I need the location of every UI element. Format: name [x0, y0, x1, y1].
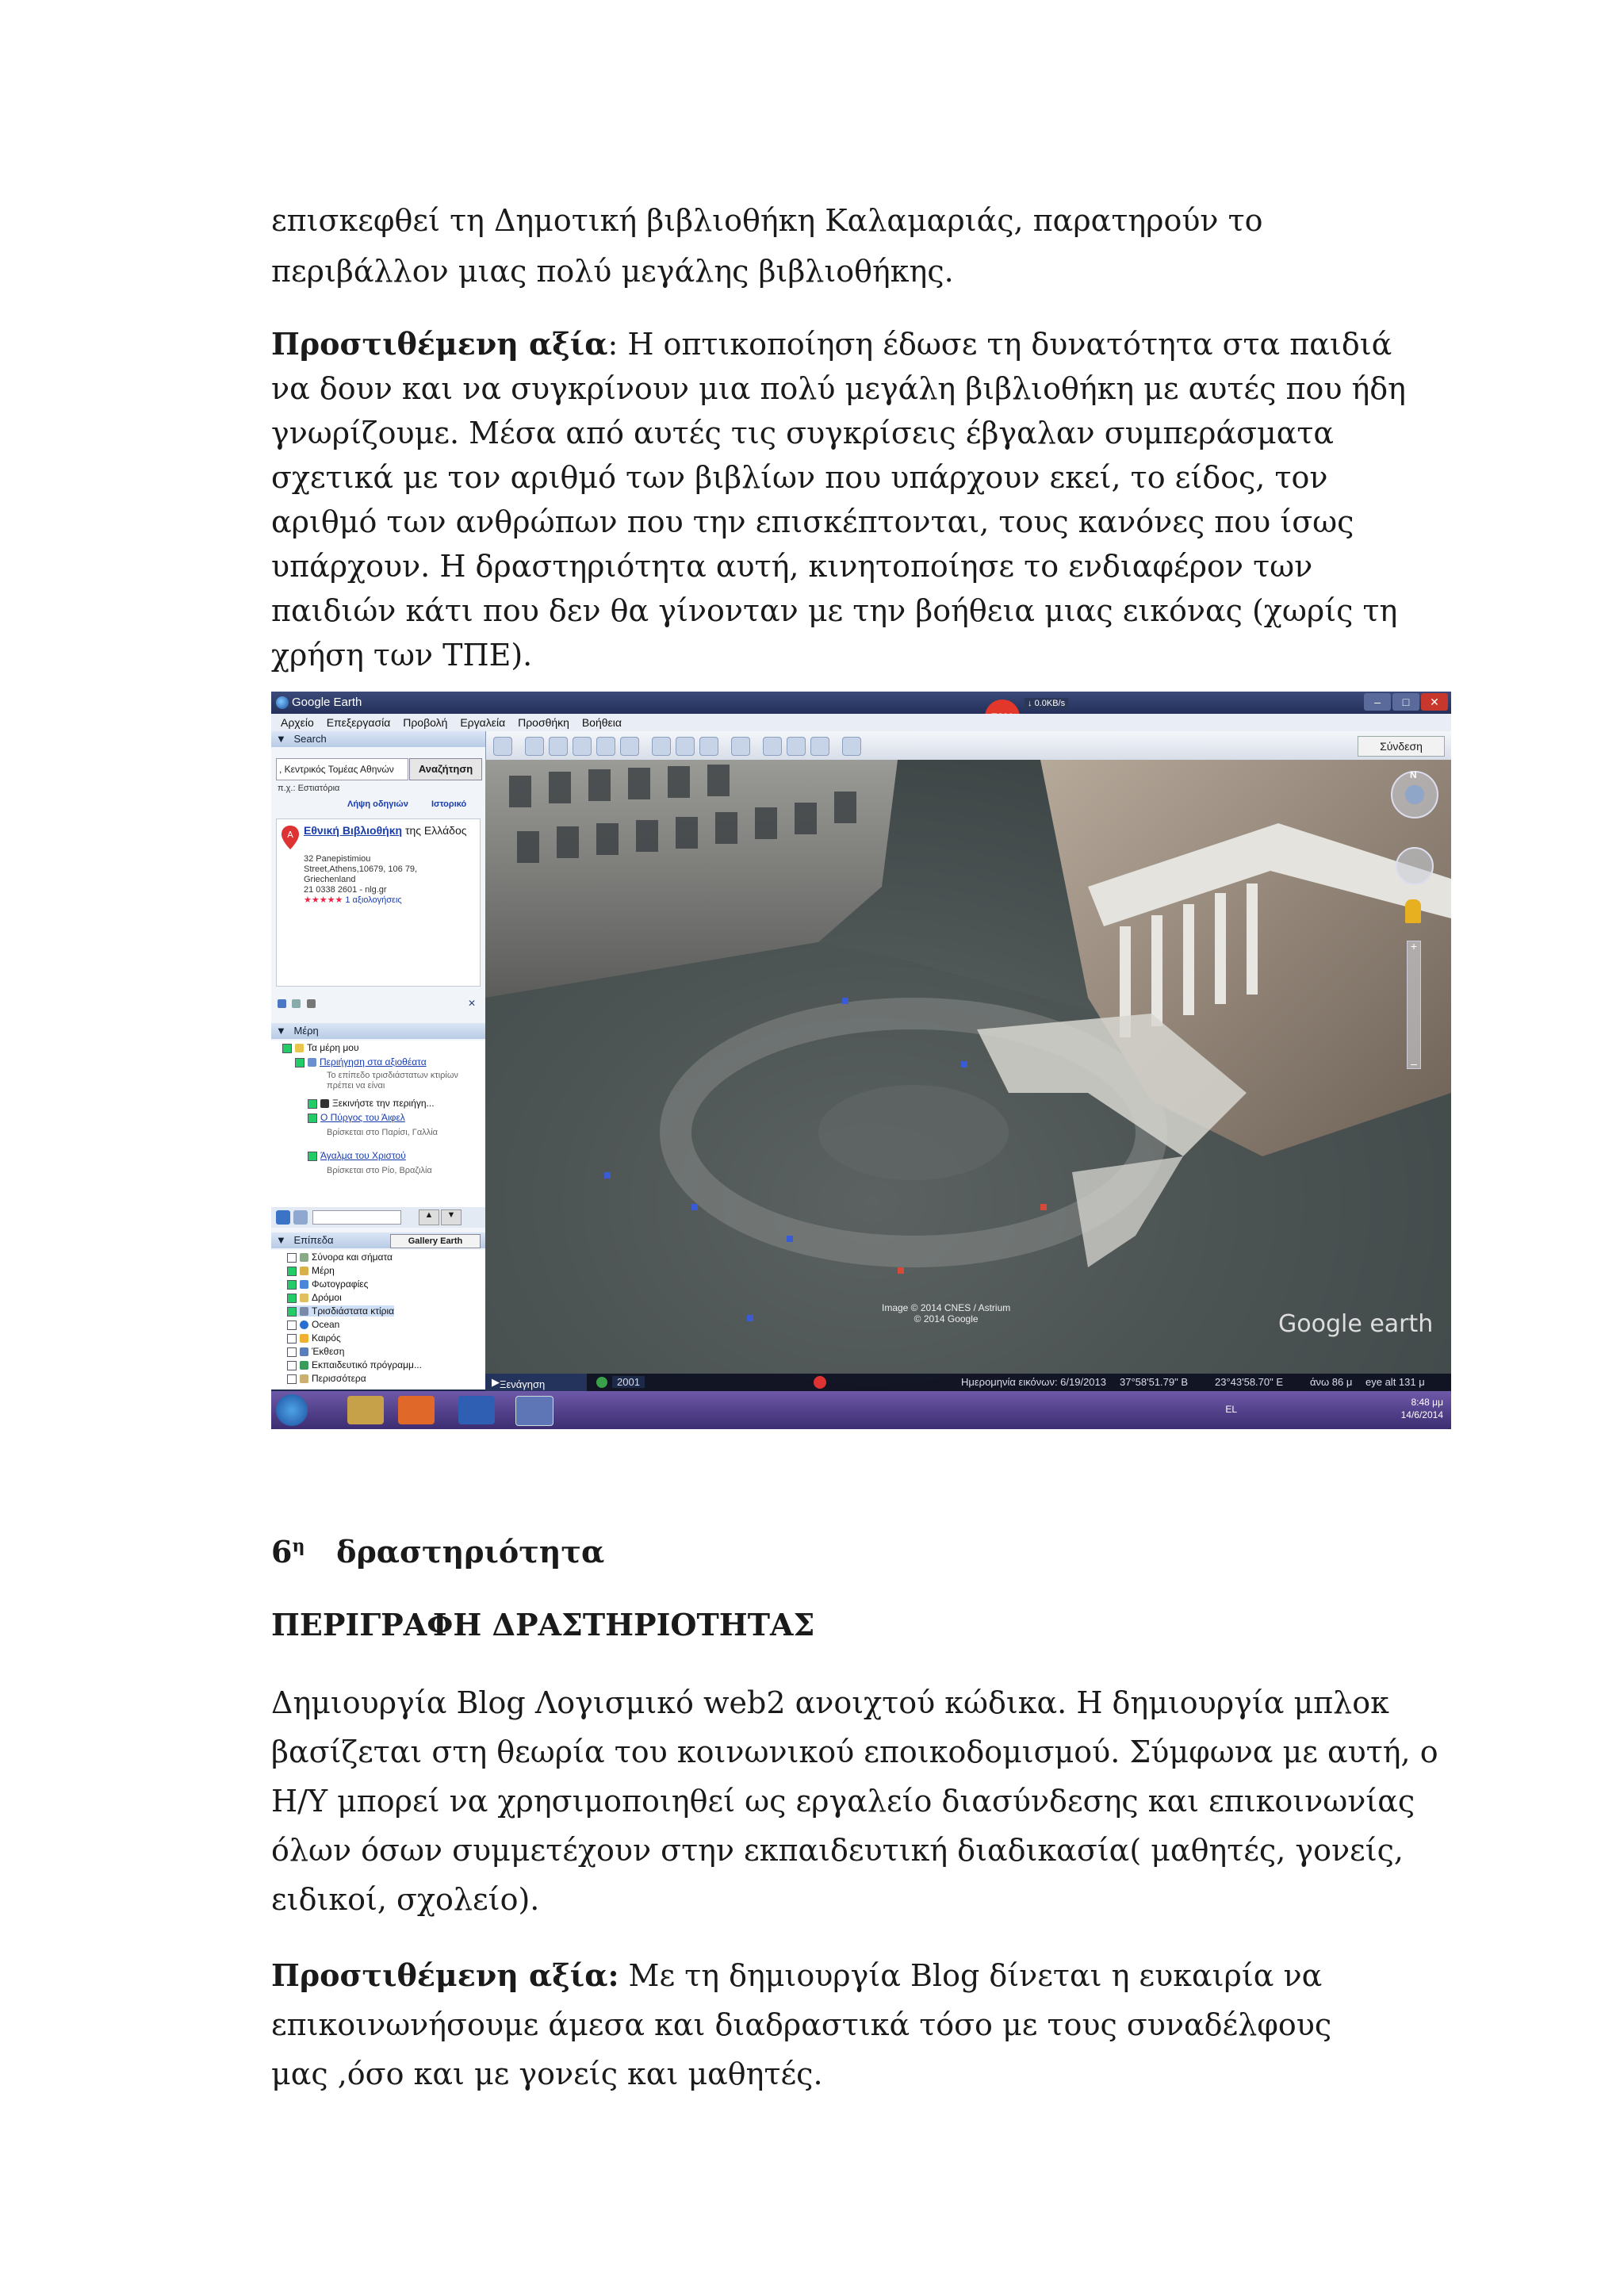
placemark-icon[interactable]	[525, 737, 544, 756]
places-controls	[271, 1207, 485, 1228]
imagery-date: Ημερομηνία εικόνων: 6/19/2013	[961, 1376, 1106, 1388]
camera-icon	[320, 1099, 329, 1108]
gallery-icon	[300, 1347, 308, 1356]
google-earth-screenshot	[271, 692, 1451, 1429]
explorer-task-icon[interactable]	[347, 1396, 384, 1424]
menu-tools[interactable]: Εργαλεία	[460, 716, 506, 729]
more-icon	[300, 1374, 308, 1383]
save-image-icon[interactable]	[810, 737, 829, 756]
close-icon[interactable]: ✕	[467, 998, 476, 1009]
zoom-slider[interactable]	[1407, 941, 1421, 1069]
added-value-2-text: Με τη δημιουργία Blog δίνεται η ευκαιρία να επικοινωνήσουμε άμεσα και διαδραστικά τόσο με τους συναδέλφους μας ,όσο και με γονείς και μαθητές.	[271, 1958, 1332, 2091]
photo-marker-icon[interactable]	[747, 1315, 753, 1321]
photo-marker-icon[interactable]	[898, 1267, 904, 1274]
overlay-icon[interactable]	[596, 737, 615, 756]
result-actions	[278, 998, 481, 1012]
compass-north: N	[1410, 769, 1417, 780]
layer-item[interactable]: Ocean	[287, 1319, 339, 1330]
ocean-icon	[300, 1320, 308, 1329]
pegman-icon[interactable]	[1405, 899, 1421, 923]
longitude: 23°43'58.70" E	[1215, 1376, 1284, 1388]
result-details	[304, 854, 417, 906]
places-item-desc: Βρίσκεται στο Παρίσι, Γαλλία	[327, 1128, 439, 1137]
result-title	[304, 824, 474, 837]
added-value-paragraph	[271, 322, 1421, 677]
layer-item[interactable]: Καιρός	[287, 1332, 341, 1343]
folder-icon[interactable]	[278, 999, 286, 1008]
menu-help[interactable]: Βοήθεια	[581, 716, 622, 729]
menu-bar	[271, 714, 1451, 731]
places-panel-header[interactable]: ▼ Μέρη	[271, 1023, 485, 1039]
ruler-icon[interactable]	[731, 737, 750, 756]
tour-icon	[308, 1058, 316, 1067]
layer-item[interactable]: Δρόμοι	[287, 1292, 342, 1303]
look-icon[interactable]	[1405, 785, 1424, 804]
places-filter-input[interactable]	[312, 1210, 401, 1225]
google-earth-task-icon[interactable]	[515, 1396, 553, 1426]
places-tree	[271, 1041, 485, 1207]
move-up-icon[interactable]: ▲	[419, 1209, 439, 1225]
search-hint: π.χ.: Εστιατόρια	[278, 784, 340, 793]
path-icon[interactable]	[573, 737, 592, 756]
result-name-link[interactable]: Εθνική Βιβλιοθήκη	[304, 824, 403, 837]
layers-tree	[271, 1250, 485, 1389]
history-link[interactable]: Ιστορικό	[431, 799, 467, 809]
photo-marker-icon[interactable]	[961, 1061, 967, 1068]
layer-item[interactable]: Φωτογραφίες	[287, 1278, 368, 1290]
education-icon	[300, 1361, 308, 1370]
google-earth-watermark: Google earth	[1278, 1310, 1434, 1338]
activity-heading	[271, 1534, 604, 1570]
result-address-3: Griechenland	[304, 875, 356, 884]
minimize-button[interactable]: –	[1364, 693, 1391, 711]
compass-control[interactable]	[1391, 771, 1438, 818]
historical-imagery-icon[interactable]	[652, 737, 671, 756]
result-address-1: 32 Panepistimiou	[304, 854, 371, 864]
roads-icon	[300, 1294, 308, 1302]
layer-item[interactable]: Σύνορα και σήματα	[287, 1251, 393, 1263]
maps-icon[interactable]	[842, 737, 861, 756]
network-down: ↓ 0.0KB/s	[1025, 698, 1068, 709]
email-icon[interactable]	[763, 737, 782, 756]
zoom-out-icon[interactable]: –	[1411, 1057, 1417, 1070]
zoom-in-icon[interactable]: +	[1410, 940, 1418, 953]
menu-edit[interactable]: Επεξεργασία	[326, 716, 391, 729]
borders-icon	[300, 1253, 308, 1262]
description-paragraph: Δημιουργία Blog Λογισμικό web2 ανοιχτού κώδικα. Η δημιουργία μπλοκ βασίζεται στη θεωρία του κοινωνικού εποικοδομισμού. Σύμφωνα με αυτή, ο Η/Υ μπορεί να χρησιμοποιηθεί ως εργαλείο διασύνδεσης και επικοινωνίας όλων όσων συμμετέχουν στην εκπαιδευτική διαδικασία( μαθητές, γονείς, ειδικοί, σχολείο).	[271, 1685, 1438, 1917]
menu-add[interactable]: Προσθήκη	[518, 716, 569, 729]
print-icon[interactable]	[307, 999, 316, 1008]
places-item[interactable]: Τα μέρη μου	[282, 1042, 359, 1053]
buildings-icon	[300, 1307, 308, 1316]
sidebar-toggle-icon[interactable]	[493, 737, 512, 756]
polygon-icon[interactable]	[549, 737, 568, 756]
sidebar	[271, 731, 486, 1389]
description-heading: ΠΕΡΙΓΡΑΦΗ ΔΡΑΣΤΗΡΙΟΤΗΤΑΣ	[271, 1607, 815, 1642]
added-value-label: Προστιθέμενη αξία	[271, 326, 608, 362]
places-icon	[300, 1267, 308, 1275]
places-item[interactable]: Ο Πύργος του Άιφελ	[308, 1112, 405, 1123]
firefox-task-icon[interactable]	[398, 1396, 435, 1424]
added-value-text: : Η οπτικοποίηση έδωσε τη δυνατότητα στα παιδιά να δουν και να συγκρίνουν μια πολύ μεγάλη βιβλιοθήκη με αυτές που ήδη γνωρίζουμε. Μέσα από αυτές τις συγκρίσεις έβγαλαν συμπεράσματα σχετικά με τον αριθμό των βιβλίων που υπάρχουν εκεί, το είδος, τον αριθμό των ανθρώπων που την επισκέπτονται, τους κανόνες που ίσως υπάρχουν. Η δραστηριότητα αυτή, κινητοποίησε το ενδιαφέρον των παιδιών κάτι που δεν θα γίνονταν με την βοήθεια μιας εικόνας (χωρίς τη χρήση των ΤΠΕ).	[271, 327, 1406, 673]
photo-marker-icon[interactable]	[604, 1172, 611, 1179]
layer-item[interactable]: Εκπαιδευτικό πρόγραμμ...	[287, 1359, 422, 1370]
maximize-button[interactable]: □	[1392, 693, 1419, 711]
photos-icon	[300, 1280, 308, 1289]
photo-markers	[485, 760, 1451, 1391]
imagery-credit: Image © 2014 CNES / Astrium © 2014 Google	[882, 1302, 1011, 1324]
result-phone: 21 0338 2601 - nlg.gr	[304, 885, 387, 895]
print-icon[interactable]	[787, 737, 806, 756]
activity-number-suffix: η	[292, 1535, 305, 1557]
result-address-2: Street,Athens,10679, 106 79,	[304, 864, 418, 874]
places-item[interactable]: Άγαλμα του Χριστού	[308, 1150, 406, 1161]
timeline-year: 2001	[612, 1376, 645, 1388]
tour-button[interactable]: ▶ Ξενάγηση	[485, 1374, 587, 1391]
windows-taskbar	[271, 1391, 1451, 1429]
gallery-earth-button[interactable]: Gallery Earth	[390, 1234, 481, 1248]
search-button[interactable]: Αναζήτηση	[409, 758, 482, 780]
elevation: άνω 86 μ	[1310, 1376, 1353, 1388]
activity-number: 6	[271, 1534, 293, 1570]
red-pin-icon	[282, 826, 299, 849]
eye-altitude: eye alt 131 μ	[1365, 1376, 1425, 1388]
map-view[interactable]	[485, 760, 1451, 1391]
planets-icon[interactable]	[699, 737, 718, 756]
star-rating-icon: ★★★★★	[304, 895, 343, 905]
places-item-desc: Βρίσκεται στο Ρίο, Βραζιλία	[327, 1166, 432, 1175]
taskbar-clock[interactable]: 8:48 μμ 14/6/2014	[1400, 1397, 1443, 1420]
word-task-icon[interactable]	[458, 1396, 495, 1424]
added-value-2-paragraph	[271, 1951, 1381, 2099]
directions-link[interactable]: Λήψη οδηγιών	[347, 799, 408, 809]
window-titlebar	[271, 692, 1451, 714]
status-bar	[485, 1374, 1451, 1391]
copy-icon[interactable]	[292, 999, 301, 1008]
photo-marker-icon[interactable]	[691, 1204, 698, 1210]
start-button-icon[interactable]	[276, 1394, 308, 1426]
layer-item[interactable]: Μέρη	[287, 1265, 335, 1276]
pin-letter: A	[287, 830, 293, 840]
layers-panel-header[interactable]: ▼ Επίπεδα	[271, 1232, 485, 1248]
language-indicator[interactable]: EL	[1225, 1404, 1237, 1415]
panel-icon[interactable]	[293, 1210, 308, 1225]
photo-marker-icon[interactable]	[842, 998, 848, 1004]
intro-line-1: επισκεφθεί τη Δημοτική βιβλιοθήκη Καλαμαριάς, παρατηρούν το	[271, 203, 1263, 238]
search-panel-header[interactable]: ▼ Search	[271, 731, 485, 747]
places-item[interactable]: Ξεκινήστε την περιήγη...	[308, 1098, 435, 1109]
weather-icon	[300, 1334, 308, 1343]
activity-title: δραστηριότητα	[336, 1534, 605, 1570]
search-result[interactable]	[276, 818, 481, 987]
layer-item[interactable]: Τρισδιάστατα κτίρια	[287, 1305, 394, 1317]
sun-icon[interactable]	[676, 737, 695, 756]
places-item-desc: Το επίπεδο τρισδιάστατων κτιρίων πρέπει να είναι	[327, 1071, 458, 1091]
latitude: 37°58'51.79" B	[1120, 1376, 1189, 1388]
places-item[interactable]: Περιήγηση στα αξιοθέατα	[295, 1056, 427, 1068]
menu-file[interactable]: Αρχείο	[281, 716, 314, 729]
login-button[interactable]: Σύνδεση	[1358, 736, 1445, 757]
folder-icon	[295, 1044, 304, 1052]
layer-item[interactable]: Έκθεση	[287, 1346, 344, 1357]
photo-marker-icon[interactable]	[787, 1236, 793, 1242]
toolbar	[485, 731, 1451, 760]
result-reviews[interactable]: ★★★★★ 1 αξιολογήσεις	[304, 895, 402, 905]
close-button[interactable]: ✕	[1421, 693, 1448, 711]
menu-view[interactable]: Προβολή	[403, 716, 448, 729]
search-input[interactable]: , Κεντρικός Τομέας Αθηνών	[276, 758, 408, 780]
google-earth-logo-icon	[276, 696, 289, 709]
tour-record-icon[interactable]	[620, 737, 639, 756]
search-places-icon[interactable]	[276, 1210, 290, 1225]
move-down-icon[interactable]: ▼	[441, 1209, 462, 1225]
location-pin-icon	[814, 1376, 826, 1389]
intro-line-2: περιβάλλον μιας πολύ μεγάλης βιβλιοθήκης.	[271, 254, 954, 289]
historical-icon[interactable]	[596, 1377, 607, 1388]
result-name-rest: της Ελλάδος	[402, 824, 467, 837]
added-value-2-label: Προστιθέμενη αξία:	[271, 1957, 619, 1993]
window-title: Google Earth	[292, 696, 362, 709]
move-control[interactable]	[1396, 847, 1434, 885]
layer-item[interactable]: Περισσότερα	[287, 1373, 366, 1384]
photo-marker-icon[interactable]	[1040, 1204, 1047, 1210]
